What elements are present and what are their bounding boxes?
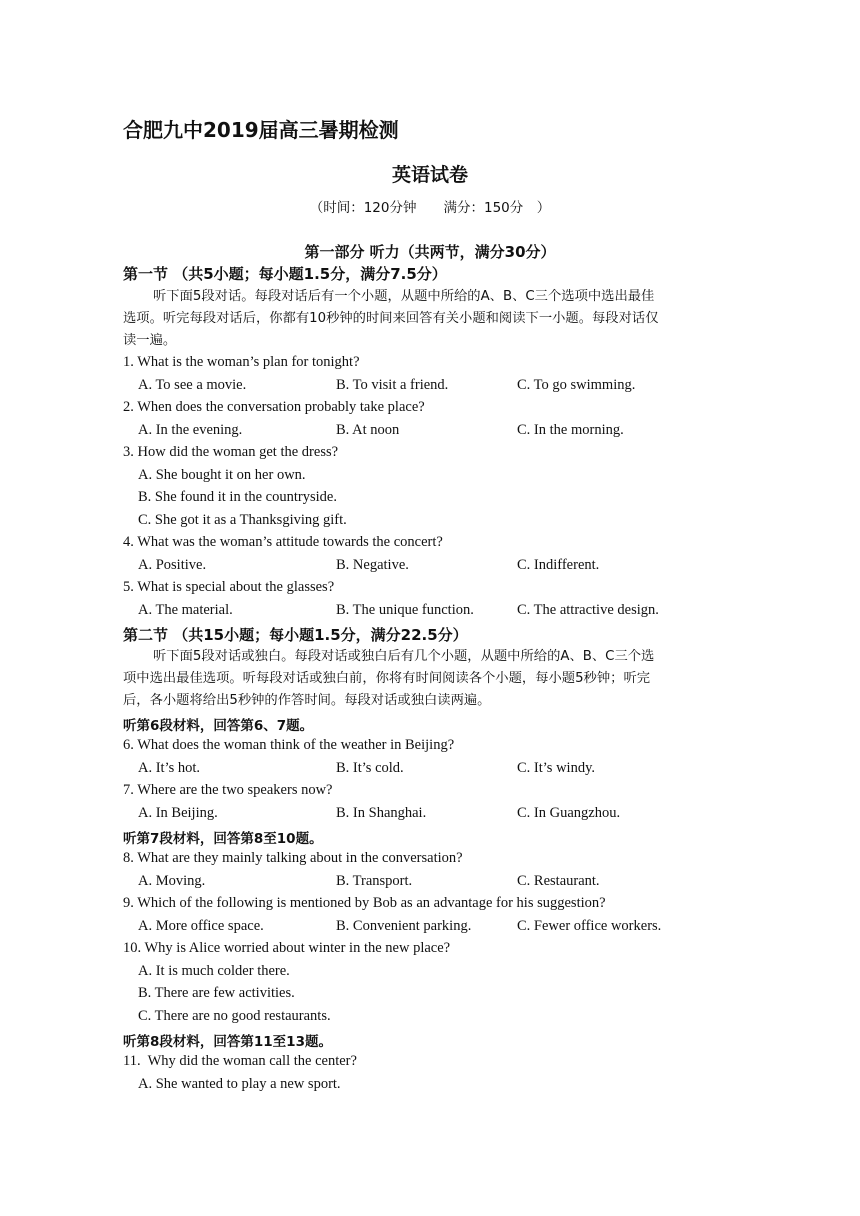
question-4: 4. What was the woman’s attitude towards the concert? [123, 534, 443, 550]
section-two-title: 第二节 （共15小题；每小题1.5分，满分22.5分） [123, 626, 468, 644]
question-1-option-a: A. To see a movie. [138, 377, 247, 393]
question-5-option-b: B. The unique function. [336, 602, 474, 618]
question-2-option-c: C. In the morning. [517, 422, 624, 438]
question-9: 9. Which of the following is mentioned by Bob as an advantage for his suggestion? [123, 895, 606, 911]
question-2-option-b: B. At noon [336, 422, 400, 438]
question-4-option-c: C. Indifferent. [517, 557, 600, 573]
section-one-instruction-line: 听下面5段对话。每段对话后有一个小题，从题中所给的A、B、C三个选项中选出最佳 [153, 289, 655, 304]
question-6-option-a: A. It’s hot. [138, 760, 201, 776]
part-one-title: 第一部分 听力（共两节，满分30分） [304, 243, 556, 261]
question-7: 7. Where are the two speakers now? [123, 782, 333, 798]
question-1: 1. What is the woman’s plan for tonight? [123, 354, 360, 370]
material-7-heading: 听第7段材料，回答第8至10题。 [123, 831, 323, 847]
question-6-option-c: C. It’s windy. [517, 760, 596, 776]
question-1-option-c: C. To go swimming. [517, 377, 636, 393]
section-one-instruction-line: 读一遍。 [123, 333, 177, 348]
school-title: 合肥九中2019届高三暑期检测 [123, 118, 399, 142]
question-2-option-a: A. In the evening. [138, 422, 243, 438]
section-two-instruction-line: 后，各小题将给出5秒钟的作答时间。每段对话或独白读两遍。 [123, 693, 491, 708]
question-5-option-a: A. The material. [138, 602, 233, 618]
question-10-option-a: A. It is much colder there. [138, 963, 290, 979]
question-8-option-a: A. Moving. [138, 873, 206, 889]
material-6-heading: 听第6段材料，回答第6、7题。 [123, 718, 314, 734]
question-10-option-c: C. There are no good restaurants. [138, 1008, 331, 1024]
question-11: 11. Why did the woman call the center? [123, 1053, 357, 1069]
question-3-option-a: A. She bought it on her own. [138, 467, 306, 483]
material-8-heading: 听第8段材料，回答第11至13题。 [123, 1034, 332, 1050]
question-4-option-b: B. Negative. [336, 557, 409, 573]
section-one-title: 第一节 （共5小题；每小题1.5分，满分7.5分） [123, 265, 447, 283]
question-7-option-a: A. In Beijing. [138, 805, 218, 821]
question-8: 8. What are they mainly talking about in the conversation? [123, 850, 463, 866]
question-7-option-b: B. In Shanghai. [336, 805, 427, 821]
question-6-option-b: B. It’s cold. [336, 760, 404, 776]
question-10-option-b: B. There are few activities. [138, 985, 295, 1001]
question-3: 3. How did the woman get the dress? [123, 444, 339, 460]
question-2: 2. When does the conversation probably take place? [123, 399, 425, 415]
question-5-option-c: C. The attractive design. [517, 602, 659, 618]
question-5: 5. What is special about the glasses? [123, 579, 335, 595]
question-8-option-c: C. Restaurant. [517, 873, 600, 889]
section-two-instruction-line: 项中选出最佳选项。听每段对话或独白前，你将有时间阅读各个小题，每小题5秒钟；听完 [123, 671, 651, 686]
question-10: 10. Why is Alice worried about winter in the new place? [123, 940, 451, 956]
section-one-instruction-line: 选项。听完每段对话后，你都有10秒钟的时间来回答有关小题和阅读下一小题。每段对话仅 [123, 311, 659, 326]
question-1-option-b: B. To visit a friend. [336, 377, 449, 393]
question-9-option-b: B. Convenient parking. [336, 918, 472, 934]
question-11-option-a: A. She wanted to play a new sport. [138, 1076, 341, 1092]
question-4-option-a: A. Positive. [138, 557, 207, 573]
question-8-option-b: B. Transport. [336, 873, 413, 889]
subject-title: 英语试卷 [391, 164, 468, 186]
question-3-option-b: B. She found it in the countryside. [138, 489, 337, 505]
question-9-option-a: A. More office space. [138, 918, 264, 934]
question-6: 6. What does the woman think of the weather in Beijing? [123, 737, 455, 753]
section-two-instruction-line: 听下面5段对话或独白。每段对话或独白后有几个小题，从题中所给的A、B、C三个选 [153, 649, 655, 664]
exam-meta: （时间：120分钟 满分：150分 ） [309, 200, 551, 216]
question-9-option-c: C. Fewer office workers. [517, 918, 662, 934]
question-3-option-c: C. She got it as a Thanksgiving gift. [138, 512, 347, 528]
question-7-option-c: C. In Guangzhou. [517, 805, 621, 821]
